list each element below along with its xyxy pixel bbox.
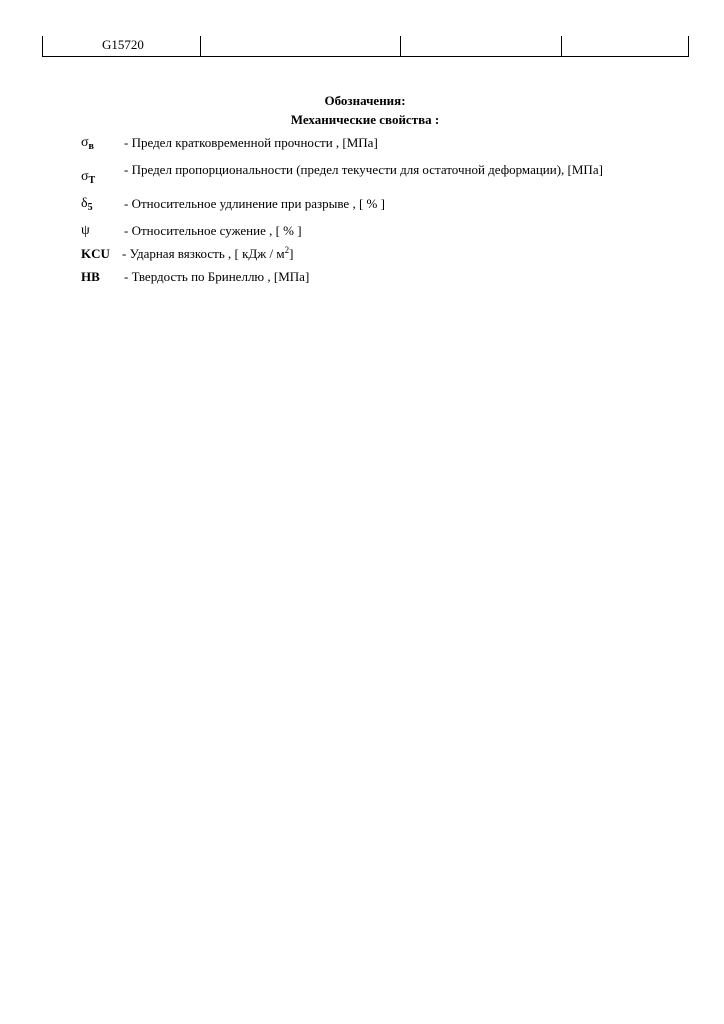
legend-item-impact-toughness <box>81 246 641 262</box>
table-border-right <box>688 36 689 56</box>
symbols-legend <box>81 135 641 292</box>
legend-item-yield-strength <box>81 162 641 189</box>
legend-symbol: $\sigma_T$ <box>81 169 96 186</box>
properties-table-tail <box>42 36 689 57</box>
steel-grade-code: G15720 <box>102 37 144 52</box>
legend-symbol: $\sigma_в$ <box>81 135 94 152</box>
legend-description: - Ударная вязкость , [ кДж / $м^2$] <box>122 245 294 261</box>
legend-subtitle: Механические свойства : <box>290 112 440 127</box>
legend-symbol: KCU <box>81 246 110 261</box>
legend-description: - Предел пропорциональности (предел текучести для остаточной деформации), [МПа] <box>124 162 603 177</box>
legend-symbol: HB <box>81 269 100 284</box>
legend-description: - Относительное сужение , [ % ] <box>124 223 302 238</box>
legend-description: - Предел кратковременной прочности , [МПа] <box>124 135 378 150</box>
table-divider <box>561 36 562 56</box>
table-divider <box>400 36 401 56</box>
legend-description: - Твердость по Бринеллю , [МПа] <box>124 269 310 284</box>
legend-item-tensile-strength <box>81 135 641 155</box>
legend-item-elongation <box>81 196 641 216</box>
table-border-left <box>42 36 43 56</box>
legend-item-brinell-hardness <box>81 269 641 285</box>
legend-symbol: $\delta_5$ <box>81 196 93 213</box>
table-divider <box>200 36 201 56</box>
legend-title: Обозначения: <box>324 93 406 108</box>
legend-description: - Относительное удлинение при разрыве , [ % ] <box>124 196 385 211</box>
legend-symbol: ψ <box>81 223 90 238</box>
legend-item-reduction-of-area <box>81 223 641 239</box>
